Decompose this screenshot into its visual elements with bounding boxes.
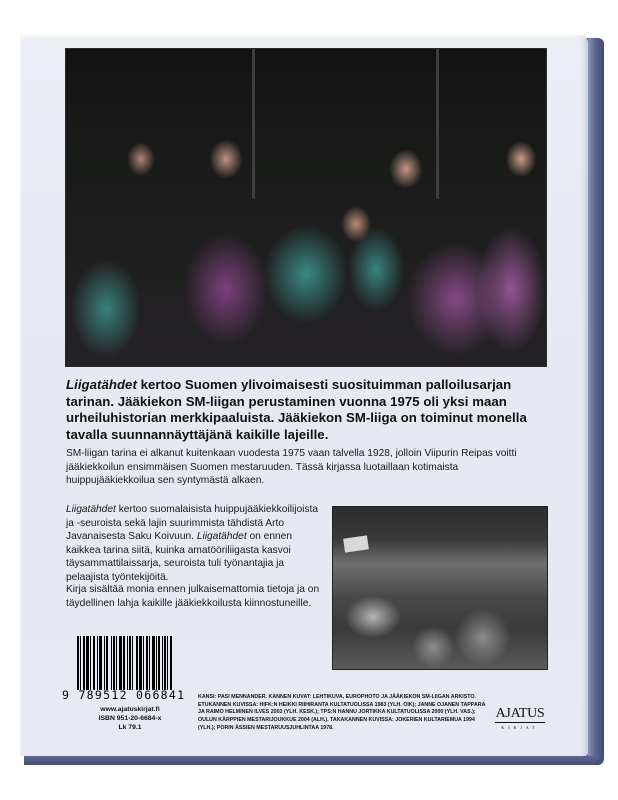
- publisher-website: www.ajatuskirjat.fi: [100, 706, 160, 713]
- book-board-right-edge: [588, 38, 604, 760]
- photo-credits: KANSI: PASI MENNANDER. KANNEN KUVAT: LEHTIKUVA, EUROPHOTO JA JÄÄKIEKON SM-LIIGAN ARKISTO. ETUKANNEN KUVISSA: HIFK:N HEIKKI RIIHIRANTA KULTATUOLISSA 1983 (YLH. OIK); JANNE OJANEN TAPPARA JA RAIMO HELMINEN ILVES 2003 (YLH. KESK.); TPS:N HANNU JORTIKKA KULTATUOLISSA 2000 (YLH. VAS.); OULUN KÄRPPIEN MESTARIJOUKKUE 2004 (ALH.). TAKAKANNEN KUVISSA: JOKERIEN KULTARIEMUA 1994 (YLH.); PORIN ÄSSIEN MESTARUUSJUHLINTAA 1978.: [198, 694, 486, 731]
- history-paragraph: SM-liigan tarina ei alkanut kuitenkaan vuodesta 1975 vaan talvella 1928, jolloin Viipurin Reipas voitti jääkiekkoilun ensimmäisen Suomen mestaruuden. Tässä kirjassa luotaillaan kotimaista huippujääkiekkoilua sen syntymästä alkaen.: [66, 448, 517, 487]
- content-text: on ennen kaikkea tarina siitä, kuinka amatööriliigasta kasvoi täysammattilaissarja, seuroista tuli työnantajia ja pelaajista työntekijöitä.: [66, 531, 293, 583]
- content-paragraph: [66, 503, 328, 585]
- publisher-logo: [495, 707, 545, 730]
- photo-detail: [343, 535, 369, 552]
- publisher-info: [80, 705, 180, 732]
- publisher-logo-name: AJATUS: [495, 706, 545, 721]
- content-text: kertoo suomalaisista huippujääkiekkoilijoista ja -seuroista sekä lajin suurimmista tähdistä Arto Javanaisesta Saku Koivuun.: [66, 504, 319, 543]
- book-title-italic: Liigatähdet: [66, 377, 137, 392]
- library-classification: Lk 79.1: [118, 724, 142, 731]
- book-title-italic: Liigatähdet: [196, 531, 247, 543]
- isbn-barcode: [77, 636, 187, 690]
- closing-paragraph: Kirja sisältää monia ennen julkaisemattomia tietoja ja on täydellinen lahja kaikille jääkiekkoilusta kiinnostuneille.: [66, 584, 320, 609]
- team-celebration-photo: [65, 48, 547, 367]
- photo-detail: [252, 49, 255, 199]
- isbn-number: ISBN 951-20-6684-x: [98, 715, 162, 722]
- crowd-celebration-photo: [332, 506, 548, 670]
- publisher-logo-sub: KIRJAT: [501, 725, 539, 730]
- photo-detail: [436, 49, 439, 199]
- lead-paragraph: [66, 377, 556, 443]
- book-title-italic: Liigatähdet: [66, 504, 116, 515]
- book-board-bottom-edge: [24, 756, 596, 765]
- lead-text: kertoo Suomen ylivoimaisesti suosituimman palloilusarjan tarinan. Jääkiekon SM-liigan perustaminen vuonna 1975 oli yksi maan urheiluhistorian merkkipaaluista. Jääkiekon SM-liiga on toiminut monella tavalla suunnannäyttäjänä kaikille lajeille.: [66, 377, 527, 442]
- barcode-digits: 9 789512 066841: [62, 688, 186, 702]
